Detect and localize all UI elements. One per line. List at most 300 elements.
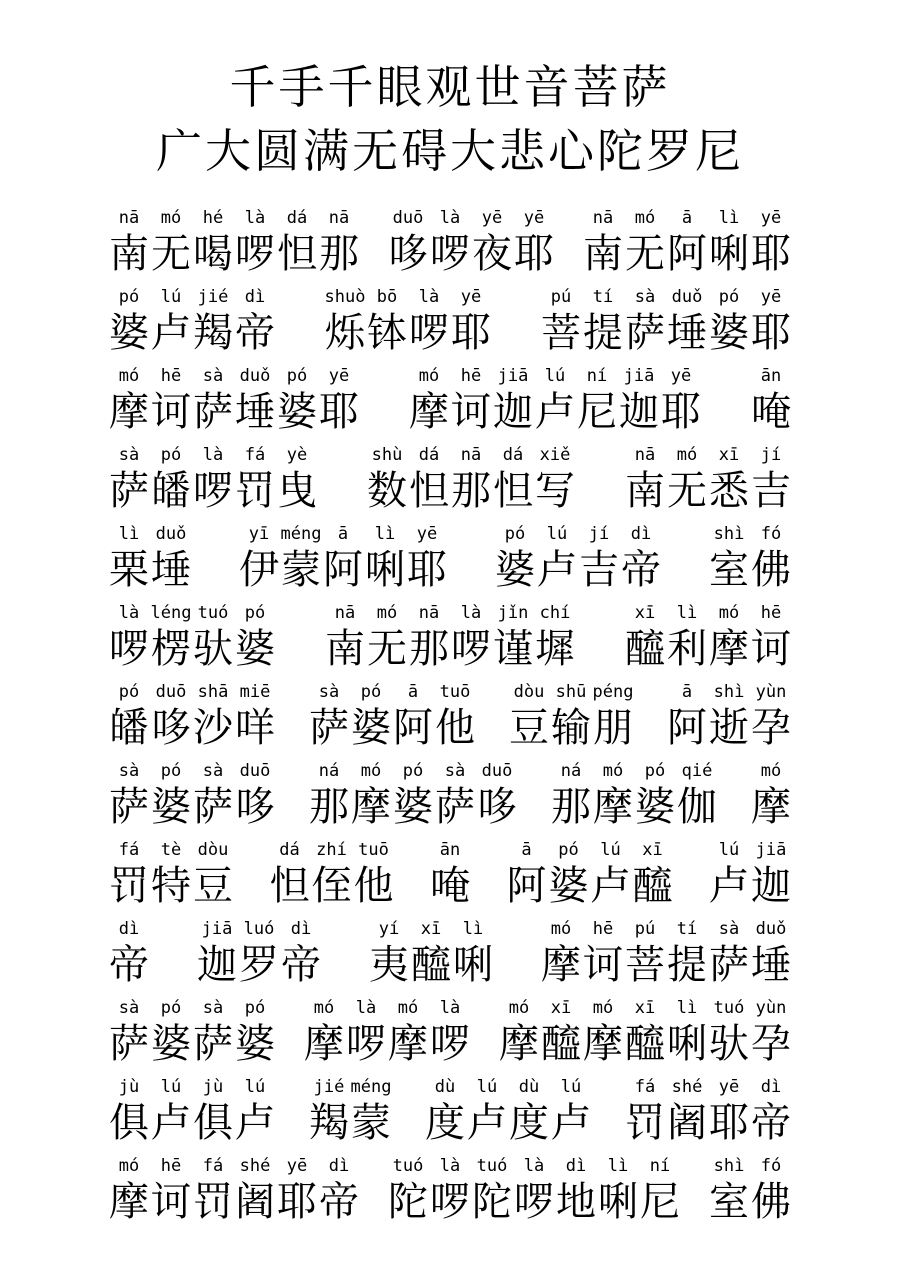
pinyin-text: lú — [160, 287, 182, 307]
hanzi-text: 咩 — [235, 705, 275, 750]
mantra-syllable — [276, 366, 318, 436]
mantra-syllable — [408, 287, 450, 357]
hanzi-text: 耶 — [751, 310, 791, 355]
hanzi-text: 醯 — [625, 1021, 665, 1066]
hanzi-text: 阿 — [667, 705, 707, 750]
hanzi-text: 婆 — [635, 784, 675, 829]
pinyin-text: yè — [286, 445, 308, 465]
mantra-syllable — [576, 366, 618, 436]
hanzi-text: 啰 — [193, 468, 233, 513]
syllable-group — [238, 524, 448, 594]
mantra-syllable — [708, 1156, 750, 1226]
pinyin-text: pú — [634, 919, 656, 939]
hanzi-text: 度 — [509, 1100, 549, 1145]
pinyin-text: mó — [602, 761, 624, 781]
syllable-group — [108, 287, 276, 357]
pinyin-text: ní — [649, 1156, 671, 1176]
mantra-syllable — [708, 287, 750, 357]
hanzi-text: 婆 — [393, 784, 433, 829]
hanzi-text: 摩 — [388, 1021, 428, 1066]
mantra-syllable — [708, 524, 750, 594]
hanzi-text: 摩 — [541, 942, 581, 987]
mantra-syllable — [108, 445, 150, 515]
syllable-group — [196, 919, 322, 989]
hanzi-text: 啰 — [514, 1179, 554, 1224]
hanzi-text: 罚 — [109, 863, 149, 908]
pinyin-text: lú — [244, 1077, 266, 1097]
mantra-syllable — [582, 919, 624, 989]
mantra-syllable — [750, 208, 792, 278]
mantra-syllable — [492, 366, 534, 436]
pinyin-text: sà — [202, 761, 224, 781]
pinyin-text: tuō — [439, 682, 471, 702]
mantra-syllable — [318, 1156, 360, 1226]
title-text-1: 千手千眼观世音菩萨 — [229, 62, 671, 113]
pinyin-text: jǐn — [497, 603, 529, 623]
hanzi-text: 陀 — [388, 1179, 428, 1224]
hanzi-text: 啰 — [430, 231, 470, 276]
syllable-group — [508, 682, 634, 752]
hanzi-text: 帝 — [319, 1179, 359, 1224]
pinyin-text: lì — [718, 208, 740, 228]
pinyin-text: tuó — [392, 1156, 424, 1176]
mantra-syllable — [387, 998, 429, 1068]
hanzi-text: 婆 — [151, 784, 191, 829]
mantra-syllable — [324, 287, 366, 357]
hanzi-text: 啰 — [346, 1021, 386, 1066]
mantra-syllable — [392, 682, 434, 752]
hanzi-text: 夷 — [369, 942, 409, 987]
pinyin-text: ní — [586, 366, 608, 386]
syllable-group — [750, 761, 792, 831]
mantra-line — [108, 840, 792, 910]
syllable-group — [387, 1156, 681, 1226]
mantra-syllable — [429, 998, 471, 1068]
pinyin-text: là — [202, 445, 224, 465]
hanzi-text: 数 — [367, 468, 407, 513]
hanzi-text: 蒙 — [351, 1100, 391, 1145]
mantra-syllable — [708, 682, 750, 752]
mantra-syllable — [234, 998, 276, 1068]
hanzi-text: 利 — [667, 626, 707, 671]
mantra-syllable — [466, 1077, 508, 1147]
pinyin-text: mó — [760, 761, 782, 781]
pinyin-text: tí — [676, 919, 698, 939]
pinyin-text: pó — [118, 287, 140, 307]
hanzi-text: 羯 — [193, 310, 233, 355]
hanzi-text: 啰 — [430, 1021, 470, 1066]
mantra-syllable — [276, 445, 318, 515]
mantra-syllable — [234, 287, 276, 357]
mantra-line — [108, 1156, 792, 1226]
pinyin-text: ā — [337, 524, 349, 544]
hanzi-text: 豆 — [509, 705, 549, 750]
mantra-syllable — [234, 208, 276, 278]
syllable-group — [308, 682, 476, 752]
hanzi-text: 埵 — [751, 942, 791, 987]
hanzi-text: 诃 — [151, 389, 191, 434]
mantra-syllable — [471, 208, 513, 278]
mantra-syllable — [534, 366, 576, 436]
hanzi-text: 萨 — [109, 1021, 149, 1066]
mantra-syllable — [750, 524, 792, 594]
mantra-syllable — [108, 919, 150, 989]
mantra-syllable — [750, 445, 792, 515]
pinyin-text: yē — [328, 366, 350, 386]
pinyin-text: yùn — [755, 998, 787, 1018]
hanzi-text: 埵 — [235, 389, 275, 434]
hanzi-text: 哆 — [151, 705, 191, 750]
mantra-syllable — [750, 366, 792, 436]
pinyin-text: jiā — [755, 840, 787, 860]
mantra-syllable — [550, 761, 592, 831]
hanzi-text: 埵 — [667, 310, 707, 355]
pinyin-text: mó — [718, 603, 740, 623]
syllable-group — [498, 998, 792, 1068]
mantra-line — [108, 1077, 792, 1147]
syllable-group — [108, 761, 276, 831]
pinyin-text: dù — [518, 1077, 540, 1097]
pinyin-text: sà — [444, 761, 466, 781]
mantra-syllable — [108, 1077, 150, 1147]
syllable-group — [708, 524, 792, 594]
hanzi-text: 醯 — [625, 626, 665, 671]
syllable-group — [108, 998, 276, 1068]
pinyin-text: yē — [416, 524, 438, 544]
hanzi-text: 啰 — [109, 626, 149, 671]
mantra-syllable — [666, 919, 708, 989]
pinyin-text: pó — [360, 682, 382, 702]
pinyin-text: yùn — [755, 682, 787, 702]
pinyin-text: fá — [634, 1077, 656, 1097]
pinyin-text: mó — [360, 761, 382, 781]
hanzi-text: 豆 — [193, 863, 233, 908]
mantra-syllable — [750, 603, 792, 673]
pinyin-text: tuó — [197, 603, 229, 623]
pinyin-text: lì — [462, 919, 484, 939]
hanzi-text: 阿 — [506, 863, 547, 908]
mantra-syllable — [492, 603, 534, 673]
pinyin-text: sà — [118, 998, 140, 1018]
pinyin-text: yē — [670, 366, 692, 386]
mantra-syllable — [708, 1077, 750, 1147]
hanzi-text: 耶 — [661, 389, 701, 434]
hanzi-text: 婆 — [709, 310, 749, 355]
pinyin-text: yē — [523, 208, 545, 228]
hanzi-text: 婆 — [351, 705, 391, 750]
syllable-group — [540, 287, 792, 357]
hanzi-text: 钵 — [367, 310, 407, 355]
pinyin-text: ān — [439, 840, 461, 860]
pinyin-text: mó — [634, 208, 656, 228]
hanzi-text: 孕 — [751, 1021, 791, 1066]
mantra-syllable — [624, 445, 666, 515]
pinyin-text: nā — [592, 208, 614, 228]
hanzi-text: 唎 — [365, 547, 405, 592]
syllable-group — [387, 208, 555, 278]
hanzi-text: 婆 — [109, 310, 149, 355]
mantra-syllable — [353, 840, 395, 910]
hanzi-text: 啰 — [409, 310, 449, 355]
hanzi-text: 萨 — [625, 310, 665, 355]
hanzi-text: 那 — [309, 784, 349, 829]
hanzi-text: 婆 — [151, 1021, 191, 1066]
pinyin-text: méng — [350, 1077, 392, 1097]
mantra-syllable — [192, 366, 234, 436]
pinyin-text: sà — [718, 919, 740, 939]
hanzi-text: 唎 — [709, 231, 749, 276]
hanzi-text: 无 — [367, 626, 407, 671]
hanzi-text: 度 — [425, 1100, 465, 1145]
pinyin-text: ā — [407, 682, 419, 702]
mantra-syllable — [192, 603, 234, 673]
hanzi-text: 醯 — [411, 942, 451, 987]
pinyin-text: dòu — [513, 682, 545, 702]
syllable-group — [108, 208, 360, 278]
pinyin-text: pó — [118, 682, 140, 702]
pinyin-text: qié — [681, 761, 713, 781]
mantra-syllable — [508, 682, 550, 752]
pinyin-text: yē — [286, 1156, 308, 1176]
hanzi-text: 那 — [409, 626, 449, 671]
hanzi-text: 曳 — [277, 468, 317, 513]
pinyin-text: dòu — [197, 840, 229, 860]
syllable-group — [308, 1077, 392, 1147]
hanzi-text: 提 — [667, 942, 707, 987]
syllable-group — [108, 1156, 360, 1226]
pinyin-text: yē — [760, 287, 782, 307]
hanzi-text: 帝 — [621, 547, 661, 592]
mantra-syllable — [303, 998, 345, 1068]
mantra-syllable — [434, 761, 476, 831]
pinyin-text: nā — [334, 603, 356, 623]
pinyin-text: lú — [544, 366, 566, 386]
syllable-group — [708, 840, 792, 910]
mantra-syllable — [578, 524, 620, 594]
pinyin-text: sà — [118, 761, 140, 781]
mantra-syllable — [387, 1156, 429, 1226]
mantra-syllable — [192, 445, 234, 515]
mantra-syllable — [434, 682, 476, 752]
mantra-syllable — [750, 919, 792, 989]
syllable-group — [324, 603, 576, 673]
hanzi-text: 摩 — [593, 784, 633, 829]
hanzi-text: 卢 — [590, 863, 631, 908]
pinyin-text: là — [244, 208, 266, 228]
hanzi-text: 摩 — [709, 626, 749, 671]
hanzi-text: 南 — [583, 231, 623, 276]
hanzi-text: 阿 — [667, 231, 707, 276]
page-title-line2 — [108, 120, 792, 184]
mantra-syllable — [192, 208, 234, 278]
mantra-syllable — [108, 208, 150, 278]
mantra-syllable — [429, 840, 471, 910]
hanzi-text: 埵 — [151, 547, 191, 592]
mantra-syllable — [555, 1156, 597, 1226]
mantra-syllable — [750, 682, 792, 752]
pinyin-text: dì — [328, 1156, 350, 1176]
hanzi-text: 栗 — [109, 547, 149, 592]
mantra-syllable — [750, 287, 792, 357]
mantra-syllable — [192, 682, 234, 752]
mantra-syllable — [666, 287, 708, 357]
mantra-syllable — [534, 603, 576, 673]
pinyin-text: mó — [376, 603, 398, 623]
mantra-syllable — [632, 840, 674, 910]
pinyin-text: luó — [243, 919, 275, 939]
syllable-group — [108, 445, 318, 515]
pinyin-text: fá — [244, 445, 266, 465]
mantra-syllable — [450, 366, 492, 436]
mantra-syllable — [234, 761, 276, 831]
pinyin-text: méng — [280, 524, 322, 544]
hanzi-text: 摩 — [583, 1021, 623, 1066]
hanzi-text: 尼 — [577, 389, 617, 434]
pinyin-text: xī — [642, 840, 663, 860]
mantra-syllable — [513, 1156, 555, 1226]
pinyin-text: tè — [160, 840, 182, 860]
hanzi-text: 罗 — [239, 942, 279, 987]
hanzi-text: 萨 — [109, 468, 149, 513]
pinyin-text: shé — [239, 1156, 271, 1176]
hanzi-text: 烁 — [325, 310, 365, 355]
hanzi-text: 俱 — [193, 1100, 233, 1145]
hanzi-text: 无 — [625, 231, 665, 276]
pinyin-text: ná — [560, 761, 582, 781]
hanzi-text: 俱 — [109, 1100, 149, 1145]
pinyin-text: bō — [376, 287, 398, 307]
hanzi-text: 吉 — [751, 468, 791, 513]
mantra-syllable — [666, 208, 708, 278]
syllable-group — [429, 840, 471, 910]
pinyin-text: là — [118, 603, 140, 623]
hanzi-text: 怛 — [269, 863, 310, 908]
hanzi-text: 南 — [325, 626, 365, 671]
syllable-group — [506, 840, 674, 910]
pinyin-text: xī — [550, 998, 572, 1018]
hanzi-text: 摩 — [304, 1021, 344, 1066]
mantra-syllable — [750, 1156, 792, 1226]
mantra-syllable — [582, 998, 624, 1068]
pinyin-text: jù — [118, 1077, 140, 1097]
pinyin-text: hē — [460, 366, 482, 386]
pinyin-text: dá — [418, 445, 440, 465]
hanzi-text: 室 — [709, 1179, 749, 1224]
mantra-syllable — [269, 840, 311, 910]
mantra-syllable — [624, 998, 666, 1068]
hanzi-text: 卢 — [551, 1100, 591, 1145]
mantra-syllable — [408, 603, 450, 673]
mantra-syllable — [476, 761, 518, 831]
hanzi-text: 他 — [353, 863, 394, 908]
mantra-syllable — [108, 287, 150, 357]
pinyin-text: nā — [634, 445, 656, 465]
syllable-group — [494, 524, 662, 594]
hanzi-text: 迦 — [619, 389, 659, 434]
pinyin-text: miē — [239, 682, 271, 702]
pinyin-text: hē — [160, 1156, 182, 1176]
mantra-syllable — [429, 208, 471, 278]
hanzi-text: 帝 — [235, 310, 275, 355]
syllable-group — [108, 603, 276, 673]
pinyin-text: sà — [634, 287, 656, 307]
pinyin-text: yē — [460, 287, 482, 307]
pinyin-text: jiā — [623, 366, 655, 386]
mantra-syllable — [676, 761, 718, 831]
pinyin-text: lú — [476, 1077, 498, 1097]
mantra-syllable — [366, 445, 408, 515]
hanzi-text: 侄 — [311, 863, 352, 908]
mantra-syllable — [492, 445, 534, 515]
mantra-syllable — [108, 603, 150, 673]
mantra-syllable — [150, 524, 192, 594]
pinyin-text: hé — [202, 208, 224, 228]
mantra-syllable — [513, 208, 555, 278]
mantra-syllable — [238, 524, 280, 594]
pinyin-text: xī — [420, 919, 442, 939]
pinyin-text: fó — [760, 1156, 782, 1176]
mantra-syllable — [406, 524, 448, 594]
pinyin-text: xī — [634, 603, 656, 623]
mantra-syllable — [666, 1077, 708, 1147]
mantra-syllable — [666, 998, 708, 1068]
syllable-group — [368, 919, 494, 989]
mantra-syllable — [234, 366, 276, 436]
pinyin-text: dá — [279, 840, 300, 860]
hanzi-text: 皤 — [151, 468, 191, 513]
mantra-line — [108, 287, 792, 357]
pinyin-text: yē — [760, 208, 782, 228]
mantra-syllable — [234, 1156, 276, 1226]
mantra-lines — [108, 208, 792, 1226]
pinyin-text: xiě — [539, 445, 571, 465]
pinyin-text: là — [460, 603, 482, 623]
pinyin-text: duō — [239, 761, 271, 781]
hanzi-text: 怛 — [409, 468, 449, 513]
syllable-group — [366, 445, 576, 515]
mantra-syllable — [634, 761, 676, 831]
mantra-syllable — [708, 208, 750, 278]
hanzi-text: 那 — [451, 468, 491, 513]
hanzi-text: 萨 — [309, 705, 349, 750]
hanzi-text: 伽 — [677, 784, 717, 829]
hanzi-text: 啰 — [235, 231, 275, 276]
pinyin-text: jié — [313, 1077, 345, 1097]
mantra-syllable — [708, 998, 750, 1068]
pinyin-text: pó — [160, 761, 182, 781]
hanzi-text: 谨 — [493, 626, 533, 671]
syllable-group — [303, 998, 471, 1068]
pinyin-text: mó — [676, 445, 698, 465]
pinyin-text: pó — [718, 287, 740, 307]
syllable-group — [308, 761, 518, 831]
mantra-syllable — [534, 445, 576, 515]
pinyin-text: shū — [555, 682, 587, 702]
mantra-syllable — [708, 445, 750, 515]
mantra-syllable — [582, 287, 624, 357]
mantra-syllable — [590, 840, 632, 910]
mantra-syllable — [192, 761, 234, 831]
mantra-syllable — [408, 366, 450, 436]
mantra-syllable — [150, 682, 192, 752]
hanzi-text: 卢 — [151, 1100, 191, 1145]
hanzi-text: 罚 — [235, 468, 275, 513]
hanzi-text: 悉 — [709, 468, 749, 513]
hanzi-text: 婆 — [235, 1021, 275, 1066]
hanzi-text: 迦 — [197, 942, 237, 987]
mantra-syllable — [750, 761, 792, 831]
hanzi-text: 哆 — [235, 784, 275, 829]
